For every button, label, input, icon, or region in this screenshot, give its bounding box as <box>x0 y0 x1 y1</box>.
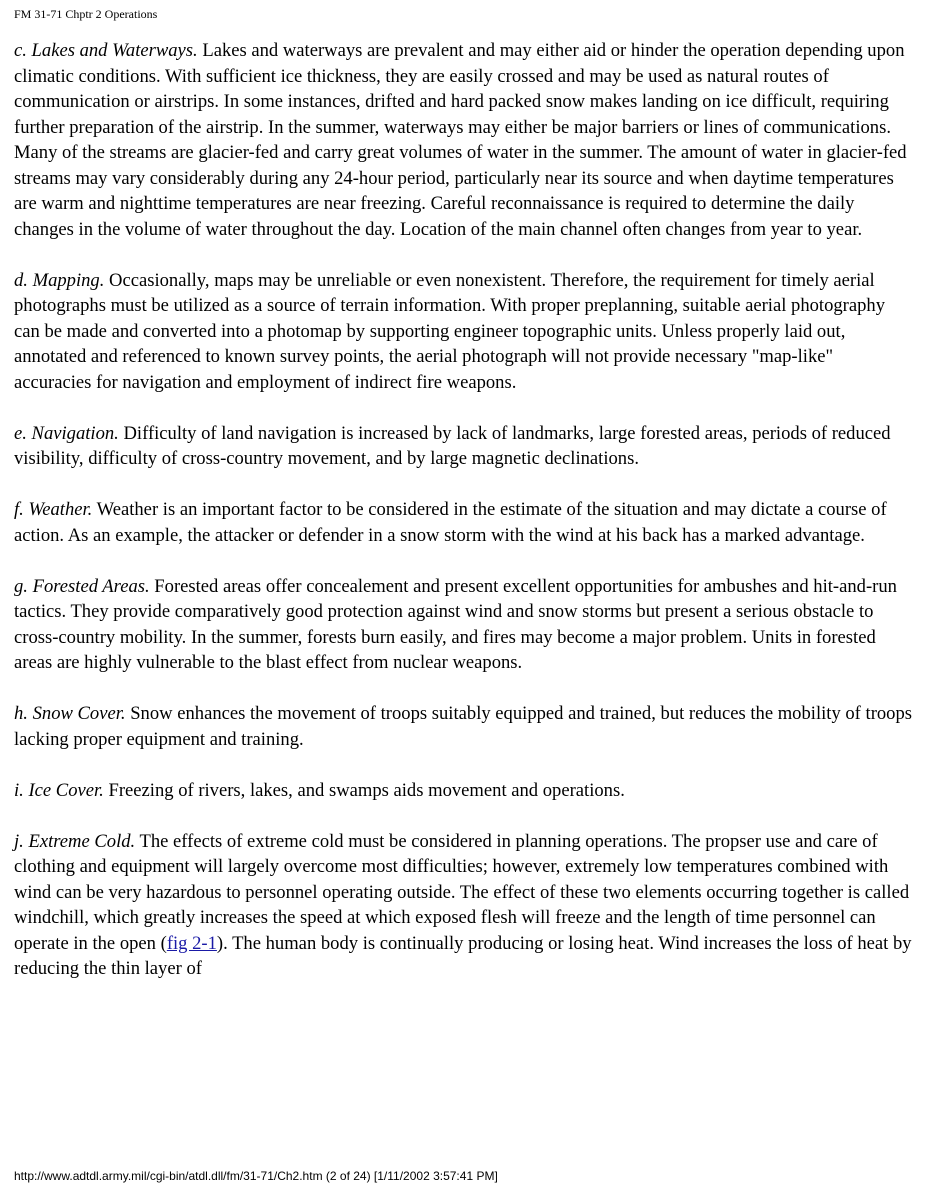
paragraph-ice-cover <box>14 778 912 804</box>
paragraph-heading: i. Ice Cover. <box>14 779 104 801</box>
paragraph-weather <box>14 497 912 548</box>
paragraph-text-continued: ). The human body is continually producing or losing heat. Wind increases the loss of heat by reducing the thin layer of <box>14 932 912 979</box>
paragraph-text: Lakes and waterways are prevalent and may either aid or hinder the operation depending upon climatic conditions. With sufficient ice thickness, they are easily crossed and may be used as natural routes of communication or airstrips. In some instances, drifted and hard packed snow makes landing on ice difficult, requiring further preparation of the airstrip. In the summer, waterways may either be major barriers or lines of communications. Many of the streams are glacier-fed and carry great volumes of water in the summer. The amount of water in glacier-fed streams may vary considerably during any 24-hour period, particularly near its source and when daytime temperatures are warm and nighttime temperatures are near freezing. Careful reconnaissance is required to determine the daily changes in the volume of water throughout the day. Location of the main channel often changes from year to year. <box>14 40 907 240</box>
paragraph-text: Occasionally, maps may be unreliable or even nonexistent. Therefore, the requirement for timely aerial photographs must be utilized as a source of terrain information. With proper preplanning, suitable aerial photography can be made and converted into a photomap by supporting engineer topographic units. Unless properly laid out, annotated and referenced to known survey points, the aerial photograph will not provide necessary "map-like" accuracies for navigation and employment of indirect fire weapons. <box>14 269 886 393</box>
paragraph-heading: g. Forested Areas. <box>14 575 150 597</box>
paragraph-text: Snow enhances the movement of troops suitably equipped and trained, but reduces the mobility of troops lacking proper equipment and training. <box>14 703 913 750</box>
paragraph-heading: d. Mapping. <box>14 269 105 291</box>
paragraph-text: Weather is an important factor to be considered in the estimate of the situation and may dictate a course of action. As an example, the attacker or defender in a snow storm with the wind at his back has a marked advantage. <box>14 499 887 546</box>
page-footer <box>14 1168 498 1184</box>
paragraph-text: Freezing of rivers, lakes, and swamps aids movement and operations. <box>103 779 625 801</box>
paragraph-text: Difficulty of land navigation is increased by lack of landmarks, large forested areas, periods of reduced visibility, difficulty of cross-country movement, and by large magnetic declinations. <box>14 422 891 469</box>
paragraph-navigation <box>14 421 912 472</box>
page-header <box>14 6 157 22</box>
document-body <box>14 38 912 1007</box>
paragraph-heading: e. Navigation. <box>14 422 119 444</box>
paragraph-heading: c. Lakes and Waterways. <box>14 40 198 61</box>
paragraph-text: Forested areas offer concealement and present excellent opportunities for ambushes and hit-and-run tactics. They provide comparatively good protection against wind and snow storms but present a serious obstacle to cross-country mobility. In the summer, forests burn easily, and fires may become a major problem. Units in forested areas are highly vulnerable to the blast effect from nuclear weapons. <box>14 575 897 673</box>
paragraph-heading: h. Snow Cover. <box>14 703 126 724</box>
paragraph-mapping <box>14 268 912 396</box>
paragraph-heading: j. Extreme Cold. <box>14 830 136 852</box>
fig-2-1-link[interactable]: fig 2-1 <box>166 932 217 954</box>
page-header-title: FM 31-71 Chptr 2 Operations <box>14 7 158 21</box>
paragraph-forested-areas <box>14 574 912 676</box>
paragraph-lakes-and-waterways <box>14 38 912 242</box>
paragraph-text: The effects of extreme cold must be considered in planning operations. The propser use and care of clothing and equipment will largely overcome most difficulties; however, extremely low temperatures combined with wind can be very hazardous to personnel operating outside. The effect of these two elements occurring together is called windchill, which greatly increases the speed at which exposed flesh will freeze and the length of time personnel can operate in the open ( <box>14 830 910 954</box>
footer-url: http://www.adtdl.army.mil/cgi-bin/atdl.dll/fm/31-71/Ch2.htm (2 of 24) [1/11/2002 3:57:41 PM] <box>14 1169 498 1183</box>
paragraph-heading: f. Weather. <box>14 499 93 520</box>
paragraph-snow-cover <box>14 701 912 752</box>
paragraph-extreme-cold <box>14 829 912 982</box>
